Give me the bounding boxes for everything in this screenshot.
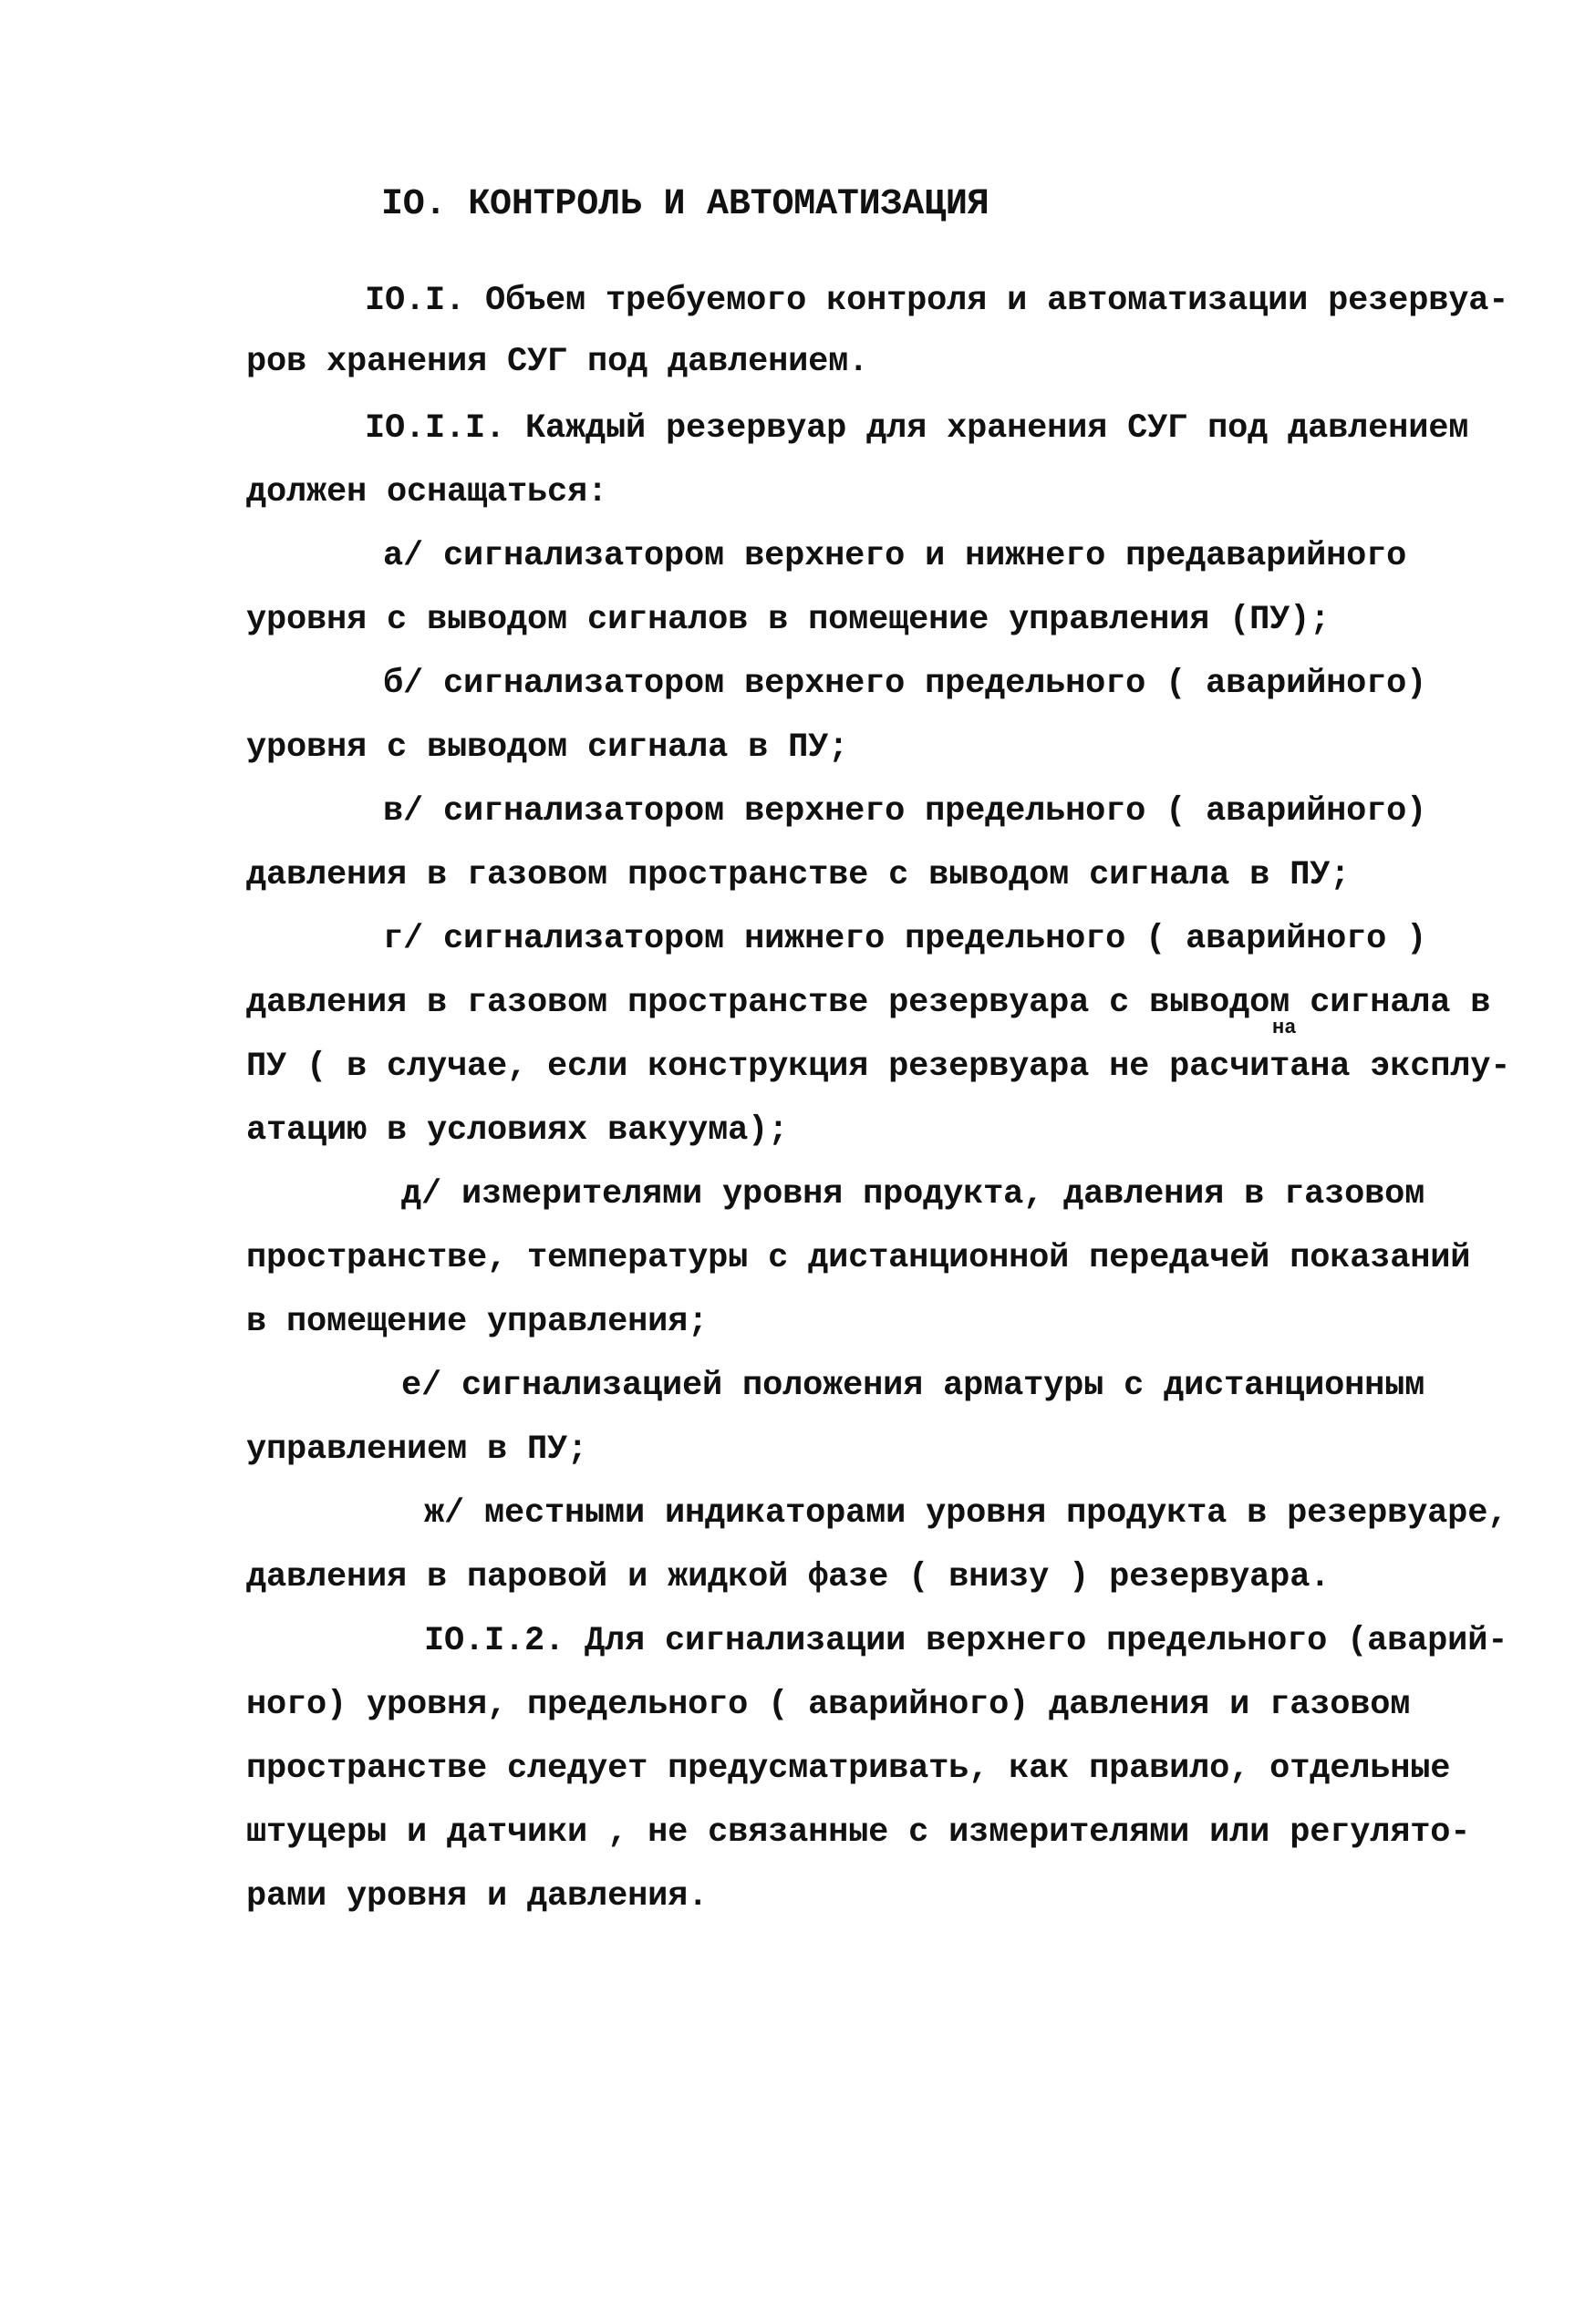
list-item-line: б/ сигнализатором верхнего предельного ( аварийного) — [383, 665, 1427, 703]
list-item-line: е/ сигнализацией положения арматуры с дистанционным — [401, 1367, 1425, 1405]
paragraph-line: пространстве следует предусматривать, как правило, отдельные — [246, 1750, 1451, 1788]
paragraph-line: IO.I. Объем требуемого контроля и автоматизации резервуа- — [365, 282, 1509, 320]
list-item-line: уровня с выводом сигнала в ПУ; — [246, 728, 849, 767]
list-item-line: а/ сигнализатором верхнего и нижнего предаварийного — [383, 537, 1407, 575]
list-item-line: давления в газовом пространстве с выводом сигнала в ПУ; — [246, 856, 1351, 894]
handwritten-insertion: на — [1272, 1017, 1297, 1039]
paragraph-line: штуцеры и датчики , не связанные с измерителями или регулято- — [246, 1813, 1471, 1852]
paragraph-line: ного) уровня, предельного ( аварийного) давления и газовом — [246, 1686, 1411, 1724]
list-item-line: управлением в ПУ; — [246, 1431, 588, 1469]
list-item-line: атацию в условиях вакуума); — [246, 1111, 789, 1150]
list-item-line: ПУ ( в случае, если конструкция резервуара не расчитана эксплу- — [246, 1048, 1511, 1086]
list-item-line: давления в газовом пространстве резервуара с выводом сигнала в — [246, 984, 1491, 1022]
list-item-line: давления в паровой и жидкой фазе ( внизу ) резервуара. — [246, 1558, 1331, 1596]
list-item-line: уровня с выводом сигналов в помещение управления (ПУ); — [246, 601, 1331, 639]
list-item-line: в/ сигнализатором верхнего предельного ( аварийного) — [383, 792, 1427, 831]
list-item-line: г/ сигнализатором нижнего предельного ( аварийного ) — [383, 920, 1427, 958]
paragraph-line: IO.I.2. Для сигнализации верхнего предельного (аварий- — [424, 1622, 1508, 1660]
paragraph-line: ров хранения СУГ под давлением. — [246, 343, 869, 381]
list-item-line: д/ измерителями уровня продукта, давления в газовом — [401, 1175, 1425, 1214]
paragraph-line: IO.I.I. Каждый резервуар для хранения СУГ под давлением — [365, 409, 1469, 448]
paragraph-line: рами уровня и давления. — [246, 1877, 709, 1916]
list-item-line: ж/ местными индикаторами уровня продукта в резервуаре, — [424, 1494, 1508, 1533]
section-heading: IO. КОНТРОЛЬ И АВТОМАТИЗАЦИЯ — [381, 184, 989, 225]
list-item-line: в помещение управления; — [246, 1303, 709, 1341]
paragraph-line: должен оснащаться: — [246, 473, 608, 511]
list-item-line: пространстве, температуры с дистанционной передачей показаний — [246, 1239, 1471, 1277]
